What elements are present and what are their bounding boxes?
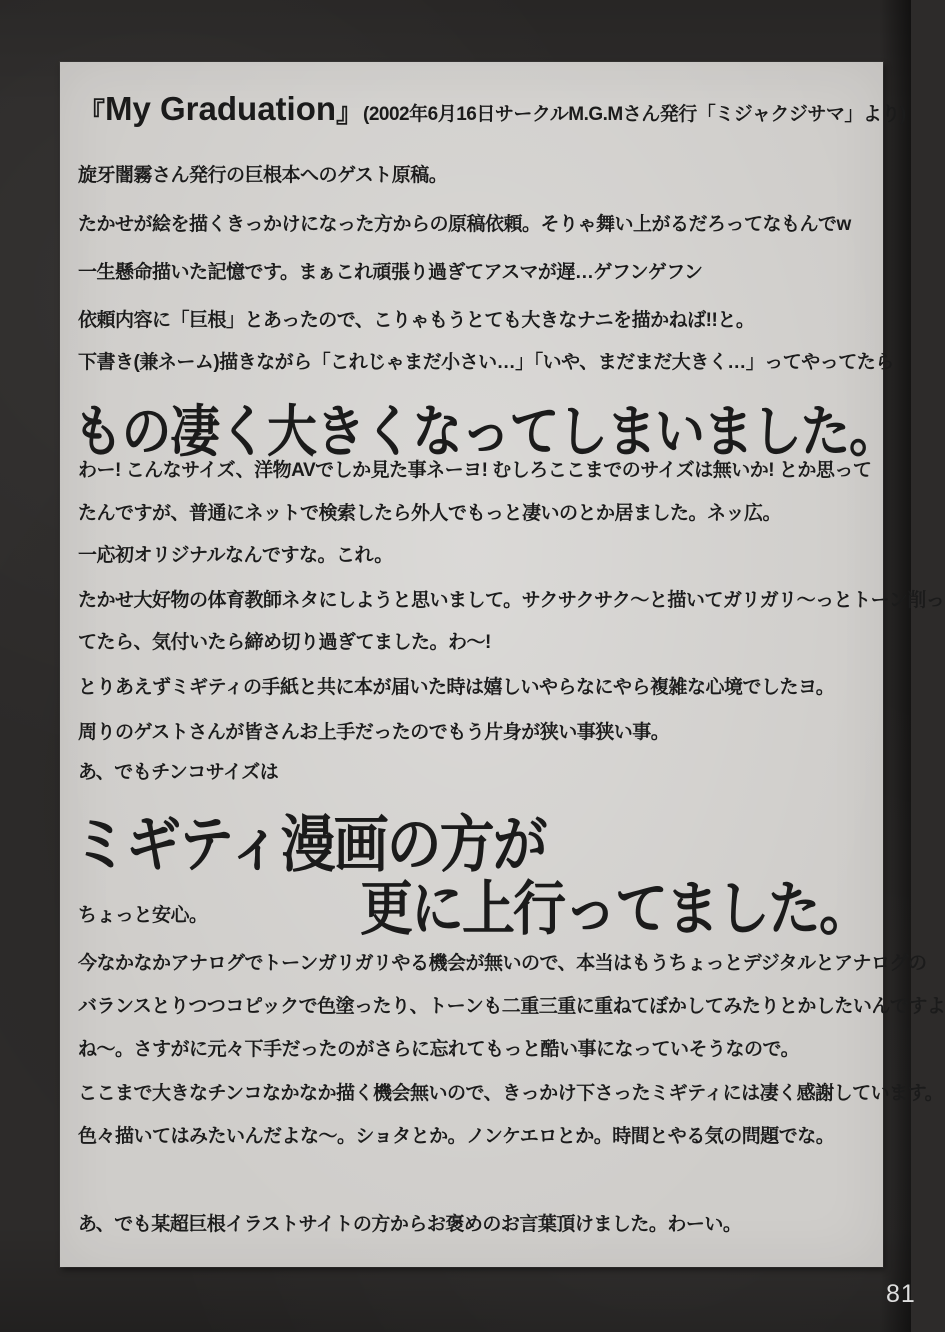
body-line: とりあえずミギティの手紙と共に本が届いた時は嬉しいやらなにやら複雑な心境でしたヨ。 [78, 677, 835, 698]
body-line: 周りのゲストさんが皆さんお上手だったのでもう片身が狭い事狭い事。 [78, 722, 670, 743]
body-line: たかせ大好物の体育教師ネタにしようと思いまして。サクサクサク〜と描いてガリガリ〜っとトーン削っ [78, 590, 945, 611]
page-number: 81 [886, 1280, 916, 1308]
body-line: 旋牙闇霧さん発行の巨根本へのゲスト原稿。 [78, 165, 448, 186]
body-line: ね〜。さすがに元々下手だったのがさらに忘れてもっと酷い事になっていそうなので。 [78, 1039, 800, 1060]
emphasis-line-huge-size: もの凄く大きくなってしまいました。 [73, 400, 898, 464]
body-line: バランスとりつつコピックで色塗ったり、トーンも二重三重に重ねてぼかしてみたりとかしたいんですよ [78, 996, 945, 1017]
body-line: てたら、気付いたら締め切り過ぎてました。わ〜! [78, 632, 491, 653]
body-line: たかせが絵を描くきっかけになった方からの原稿依頼。そりゃ舞い上がるだろってなもんでw [78, 214, 851, 235]
body-line: 一応初オリジナルなんですな。これ。 [78, 545, 393, 566]
title-bracket-open: 『 [78, 98, 105, 128]
paper-page [60, 62, 945, 1267]
body-line: 色々描いてはみたいんだよな〜。ショタとか。ノンケエロとか。時間とやる気の問題でな。 [78, 1126, 835, 1147]
title-bracket-close: 』 [336, 98, 364, 128]
body-line: 依頼内容に「巨根」とあったので、こりゃもうとても大きなナニを描かねば!!と。 [78, 310, 755, 331]
body-line: ここまで大きなチンコなかなか描く機会無いので、きっかけ下さったミギティには凄く感謝しています。 [78, 1083, 944, 1104]
body-line: ちょっと安心。 [78, 905, 208, 926]
emphasis-line-migity-manga: ミギティ漫画の方が [73, 809, 546, 879]
body-line: わー! こんなサイズ、洋物AVでしか見た事ネーヨ! むしろここまでのサイズは無いか! とか思って [78, 460, 872, 481]
body-line: 一生懸命描いた記憶です。まぁこれ頑張り過ぎてアスマが遅…ゲフンゲフン [78, 262, 703, 283]
body-line: 今なかなかアナログでトーンガリガリやる機会が無いので、本当はもうちょっとデジタルとアナログの [78, 953, 927, 974]
page-title [78, 90, 906, 130]
title-work-name: My Graduation [105, 90, 337, 127]
body-line: あ、でも某超巨根イラストサイトの方からお褒めのお言葉頂けました。わーい。 [78, 1214, 742, 1235]
title-source-note: (2002年6月16日サークルM.G.Mさん発行「ミジャクジサマ」より) [363, 104, 906, 125]
body-line: 下書き(兼ネーム)描きながら「これじゃまだ小さい…」「いや、まだまだ大きく…」ってやってたら [78, 352, 894, 373]
body-line: たんですが、普通にネットで検索したら外人でもっと凄いのとか居ました。ネッ広。 [78, 503, 782, 524]
body-line: あ、でもチンコサイズは [78, 762, 279, 783]
emphasis-line-even-bigger: 更に上行ってました。 [360, 876, 870, 943]
